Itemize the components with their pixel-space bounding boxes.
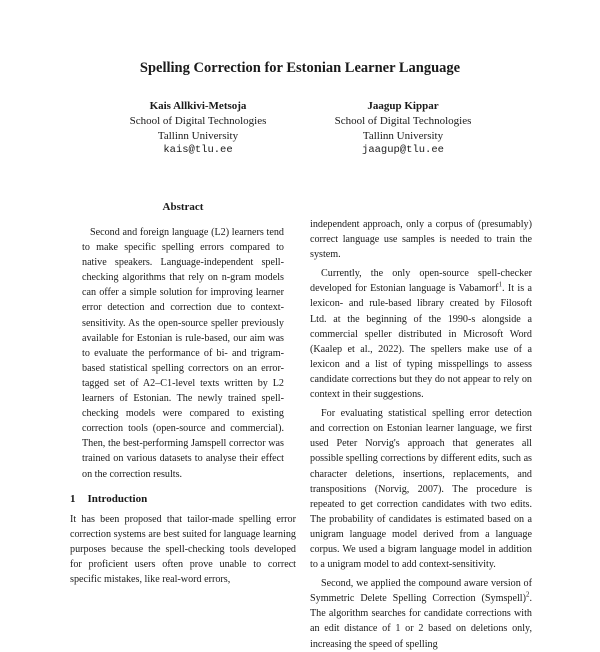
- paragraph-symspell: [310, 576, 532, 651]
- paragraph-text: Currently, the only open-source spell-checker developed for Estonian language is Vabamorf: [310, 268, 532, 295]
- abstract-heading: Abstract: [162, 201, 204, 213]
- paragraph-vabamorf: [310, 266, 532, 402]
- paragraph-continued: independent approach, only a corpus of (presumably) correct language use samples is needed to train the system.: [310, 219, 532, 261]
- paragraph-text: . It is a lexicon- and rule-based library created by Filosoft Ltd. at the beginning of the 1990-s alongside a commercial speller distributed in Microsoft Word (Kaalep et al., 2022). The spellers make use of a lexicon and a list of typing misspellings to assess candidate corrections but they do not appear to rely on context in their suggestions.: [310, 283, 532, 401]
- section-heading: [70, 492, 296, 506]
- author-university: Tallinn University: [157, 129, 239, 142]
- right-column: [310, 217, 532, 652]
- left-column: [70, 200, 296, 587]
- author-email: jaagup@tlu.ee: [362, 144, 444, 157]
- author-email: kais@tlu.ee: [163, 144, 233, 157]
- paragraph-norvig: For evaluating statistical spelling error detection and correction on Estonian learner language, we first used Peter Norvig's approach that generates all possible spelling corrections by different edits, such as character deletions, insertions, replacements, and transpositions (Norvig, 2007). The procedure is repeated to get correction candidates with two edits. The probability of candidates is estimated based on a unigram language model derived from a language corpus. We used a bigram language model in addition to a unigram model to add context-sensitivity.: [310, 408, 532, 571]
- author-department: School of Digital Technologies: [334, 114, 472, 127]
- paragraph-text: Second, we applied the compound aware version of Symmetric Delete Spelling Correction (Symspell): [310, 578, 532, 605]
- author-block-1: [88, 99, 308, 158]
- footnote-marker: 1: [498, 281, 503, 289]
- paragraph-text: . The algorithm searches for candidate corrections with an edit distance of 1 or 2 based on deletions only, increasing the speed of spelling: [310, 593, 532, 650]
- section-title: Introduction: [87, 492, 148, 505]
- author-block-2: [293, 99, 513, 158]
- author-name: Jaagup Kippar: [367, 100, 439, 112]
- author-department: School of Digital Technologies: [129, 114, 267, 127]
- author-university: Tallinn University: [362, 129, 444, 142]
- abstract-text: Second and foreign language (L2) learners tend to make specific spelling errors compared to native speakers. Language-independent spell-checking algorithms that rely on n-gram models can offer a simple solution for improving learner error detection and correction due to context-sensitivity. As the open-source speller previously available for Estonian is rule-based, our aim was to evaluate the performance of bi- and trigram-based statistical spelling correctors on an error-tagged set of A2–C1-level texts written by L2 learners of Estonian. The newly trained spell-checking models were compared to existing correction tools (open-source and commercial). Then, the best-performing Jamspell corrector was trained on various datasets to analyse their effect on the correction results.: [82, 227, 284, 480]
- paper-title: Spelling Correction for Estonian Learner Language: [139, 60, 461, 76]
- footnote-marker: 2: [525, 590, 530, 599]
- section-number: 1: [70, 492, 76, 505]
- intro-paragraph: It has been proposed that tailor-made spelling error correction systems are best suited for language learning purposes because the spell-checking tools developed for proficient users often prove unable to correct specific mistakes, like real-word errors,: [70, 513, 296, 585]
- author-name: Kais Allkivi-Metsoja: [149, 100, 247, 112]
